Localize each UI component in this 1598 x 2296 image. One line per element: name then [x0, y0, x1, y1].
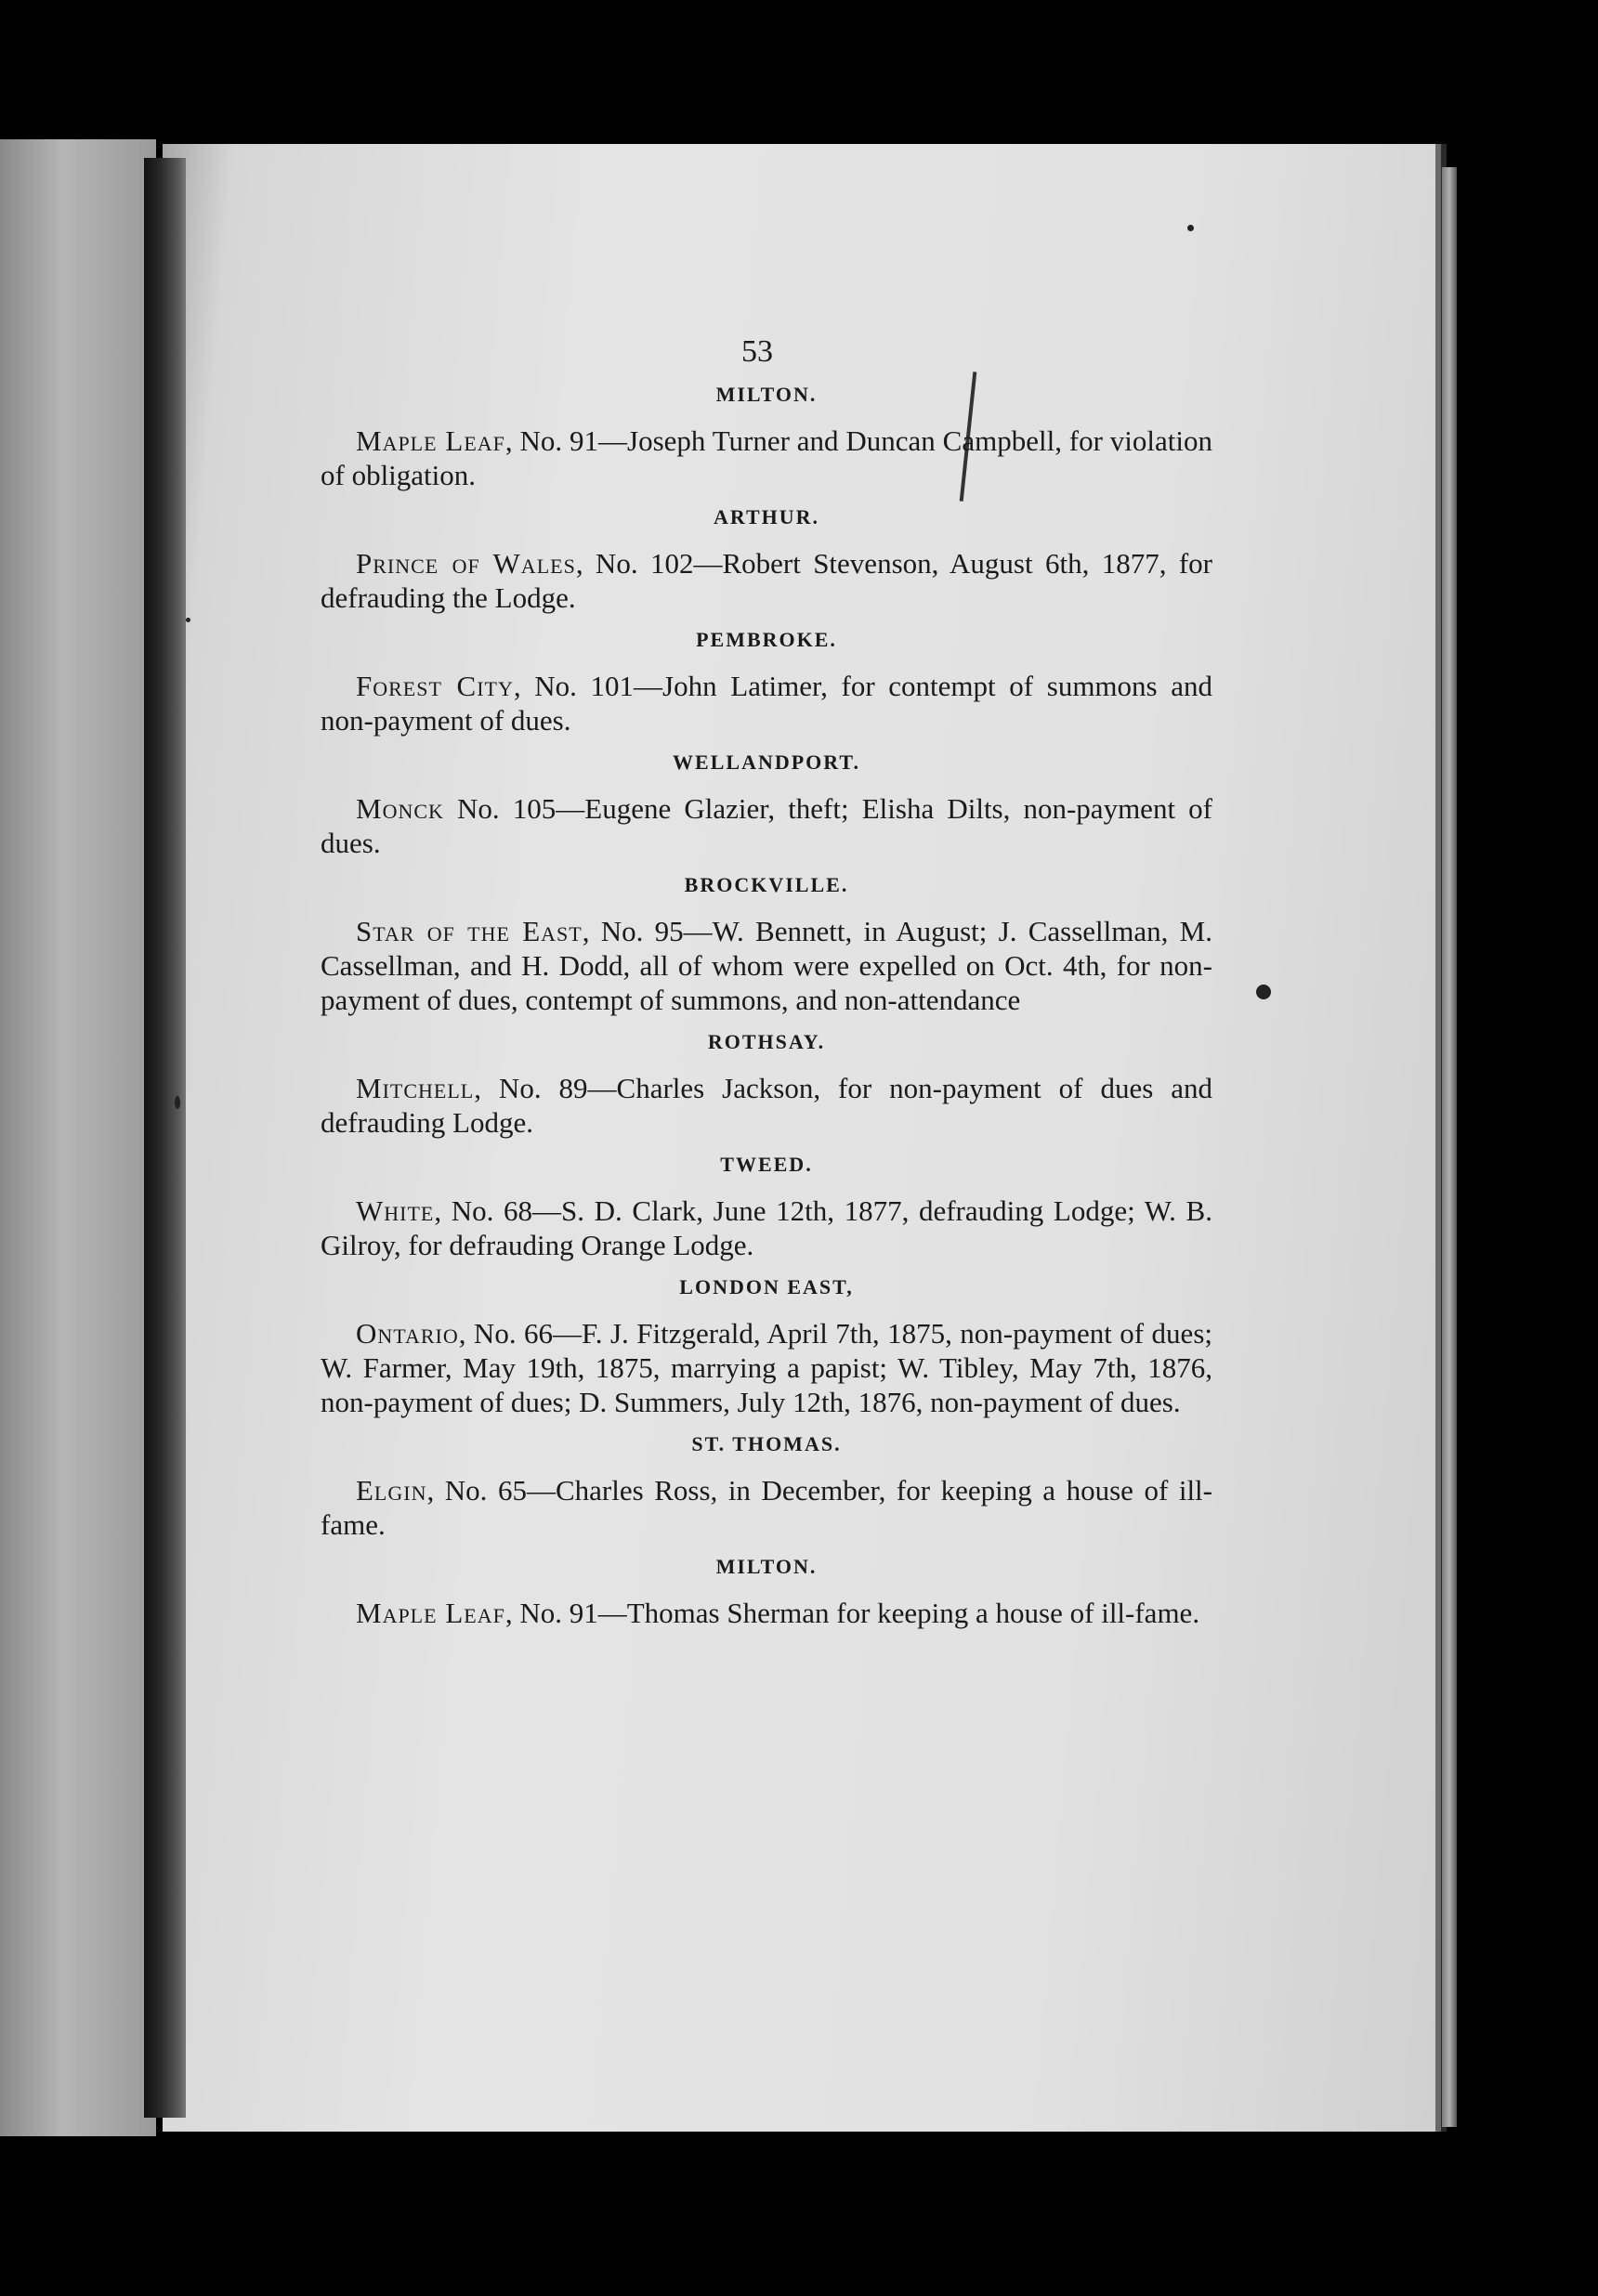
section-heading: ARTHUR.: [713, 505, 820, 528]
section-heading: MILTON.: [715, 1555, 818, 1578]
expulsion-entry: [321, 791, 1212, 860]
ink-speck: [175, 1096, 180, 1109]
section-milton-1: [321, 383, 1212, 492]
section-milton-2: [321, 1555, 1212, 1630]
section-st-thomas: [321, 1432, 1212, 1542]
ink-speck: [186, 618, 190, 622]
expulsion-entry: [321, 1194, 1212, 1262]
ink-speck: [1256, 985, 1271, 999]
section-rothsay: [321, 1030, 1212, 1140]
section-wellandport: [321, 750, 1212, 860]
expulsion-entry: [321, 546, 1212, 615]
lodge-name: Star of the East: [356, 915, 583, 947]
section-arthur: [321, 505, 1212, 615]
lodge-name: Monck: [356, 792, 444, 825]
entry-text: , No. 101—John Latimer, for contempt of summons and non-payment of dues.: [321, 670, 1213, 737]
section-heading: LONDON EAST,: [679, 1275, 854, 1298]
section-london-east: [321, 1275, 1212, 1419]
lodge-name: White: [356, 1194, 435, 1227]
lodge-name: Mitchell: [356, 1072, 475, 1104]
lodge-name: Forest City: [356, 670, 514, 702]
entry-text: , No. 89—Charles Jackson, for non-payment of dues and defrauding Lodge.: [321, 1072, 1212, 1139]
section-heading: ROTHSAY.: [707, 1030, 826, 1053]
entry-text: , No. 95—W. Bennett, in August; J. Cassellman, M. Cassellman, and H. Dodd, all of whom were expelled on Oct. 4th, for non-payment of dues, contempt of summons, and non-attendance: [321, 915, 1212, 1016]
expulsion-entry: [321, 669, 1212, 737]
lodge-name: Maple Leaf: [356, 1597, 505, 1629]
expulsion-entry: [321, 1071, 1212, 1140]
lodge-name: Maple Leaf: [356, 424, 505, 457]
page-content: [321, 334, 1212, 1643]
entry-text: , No. 91—Thomas Sherman for keeping a house of ill-fame.: [504, 1597, 1200, 1629]
section-tweed: [321, 1153, 1212, 1262]
entry-text: , No. 65—Charles Ross, in December, for keeping a house of ill-fame.: [321, 1474, 1212, 1541]
entry-text: , No. 66—F. J. Fitzgerald, April 7th, 1875, non-payment of dues; W. Farmer, May 19th, 1875, marrying a papist; W. Tibley, May 7th, 1876, non-payment of dues; D. Summers, July 12th, 1876, non-payment of dues.: [321, 1317, 1212, 1418]
section-heading: MILTON.: [715, 383, 818, 406]
lodge-name: Elgin: [356, 1474, 427, 1507]
expulsion-entry: [321, 1596, 1212, 1630]
section-pembroke: [321, 628, 1212, 737]
section-heading: ST. THOMAS.: [691, 1432, 842, 1455]
facing-page-edge: [0, 139, 156, 2136]
section-brockville: [321, 873, 1212, 1017]
entry-text: No. 105—Eugene Glazier, theft; Elisha Dilts, non-payment of dues.: [321, 792, 1212, 859]
book-gutter: [144, 158, 186, 2118]
page-number: 53: [741, 334, 773, 369]
expulsion-entry: [321, 1473, 1212, 1542]
expulsion-entry: [321, 1316, 1212, 1419]
entry-text: , No. 102—Robert Stevenson, August 6th, 1877, for defrauding the Lodge.: [321, 547, 1212, 614]
section-heading: TWEED.: [720, 1153, 813, 1176]
expulsion-entry: [321, 424, 1212, 492]
expulsion-entry: [321, 914, 1212, 1017]
ink-speck: [1187, 225, 1194, 231]
entry-text: , No. 91—Joseph Turner and Duncan Campbell, for violation of obligation.: [321, 424, 1212, 491]
section-heading: PEMBROKE.: [696, 628, 837, 651]
lodge-name: Prince of Wales: [356, 547, 576, 580]
lodge-name: Ontario: [356, 1317, 459, 1350]
section-heading: WELLANDPORT.: [673, 750, 860, 774]
section-heading: BROCKVILLE.: [684, 873, 849, 896]
entry-text: , No. 68—S. D. Clark, June 12th, 1877, defrauding Lodge; W. B. Gilroy, for defrauding Orange Lodge.: [321, 1194, 1212, 1261]
page-stack-edge: [1442, 167, 1457, 2127]
